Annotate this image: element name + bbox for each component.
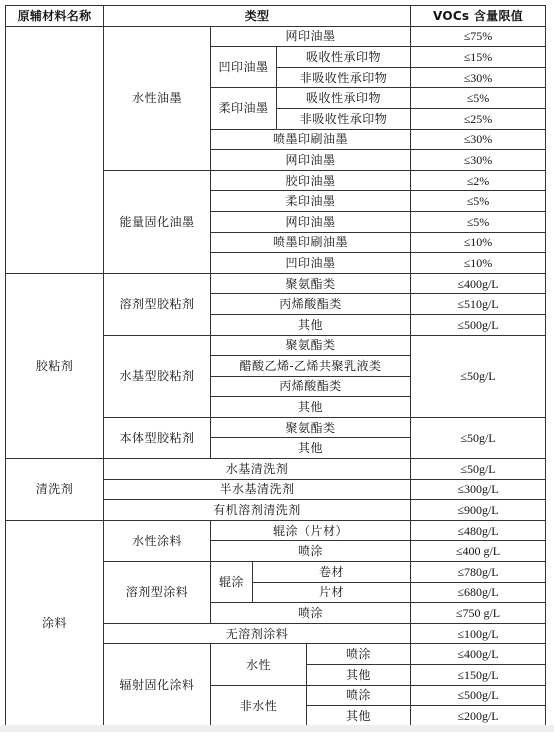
material-cleaner: 清洗剂 (6, 459, 104, 521)
type-cell: 非吸收性承印物 (277, 108, 411, 129)
type-cell: 辊涂（片材） (211, 520, 411, 541)
limit-cell: ≤50g/L (411, 417, 546, 458)
type-cell: 片材 (253, 582, 411, 603)
type-cell: 辊涂 (211, 562, 253, 603)
table-row (6, 459, 546, 480)
type-cell: 其他 (211, 397, 411, 418)
limit-cell: ≤750 g/L (411, 603, 546, 624)
type-cell: 水性 (211, 644, 307, 685)
limit-cell: ≤75% (411, 26, 546, 47)
type-cell: 水基清洗剂 (104, 459, 411, 480)
subtype-water-coating: 水性涂料 (104, 520, 211, 561)
type-cell: 其他 (307, 706, 411, 727)
type-cell: 吸收性承印物 (277, 47, 411, 68)
header-material: 原辅材料名称 (6, 6, 104, 27)
type-cell: 丙烯酸酯类 (211, 376, 411, 397)
limit-cell: ≤900g/L (411, 500, 546, 521)
type-cell: 非水性 (211, 685, 307, 726)
header-type: 类型 (104, 6, 411, 27)
limit-cell: ≤30% (411, 129, 546, 150)
limit-cell: ≤15% (411, 47, 546, 68)
header-limit: VOCs 含量限值 (411, 6, 546, 27)
type-cell: 聚氨酯类 (211, 335, 411, 356)
type-cell: 凹印油墨 (211, 47, 277, 88)
type-cell: 网印油墨 (211, 26, 411, 47)
type-cell: 柔印油墨 (211, 88, 277, 129)
table-header (6, 6, 546, 27)
limit-cell: ≤500g/L (411, 314, 546, 335)
material-ink (6, 26, 104, 273)
material-coating: 涂料 (6, 520, 104, 726)
limit-cell: ≤510g/L (411, 294, 546, 315)
limit-cell: ≤5% (411, 191, 546, 212)
limit-cell: ≤780g/L (411, 562, 546, 583)
type-cell: 无溶剂涂料 (104, 623, 411, 644)
type-cell: 非吸收性承印物 (277, 67, 411, 88)
type-cell: 醋酸乙烯-乙烯共聚乳液类 (211, 356, 411, 377)
limit-cell: ≤30% (411, 150, 546, 171)
type-cell: 胶印油墨 (211, 170, 411, 191)
limit-cell: ≤480g/L (411, 520, 546, 541)
type-cell: 网印油墨 (211, 211, 411, 232)
limit-cell: ≤300g/L (411, 479, 546, 500)
type-cell: 凹印油墨 (211, 253, 411, 274)
bottom-strip (0, 725, 554, 732)
limit-cell: ≤400g/L (411, 273, 546, 294)
type-cell: 柔印油墨 (211, 191, 411, 212)
limit-cell: ≤680g/L (411, 582, 546, 603)
limit-cell: ≤200g/L (411, 706, 546, 727)
type-cell: 喷涂 (307, 685, 411, 706)
limit-cell: ≤5% (411, 88, 546, 109)
voc-limits-table (5, 5, 546, 727)
material-adhesive: 胶粘剂 (6, 273, 104, 458)
limit-cell: ≤10% (411, 253, 546, 274)
subtype-bulk-adhesive: 本体型胶粘剂 (104, 417, 211, 458)
type-cell: 喷涂 (211, 603, 411, 624)
type-cell: 卷材 (253, 562, 411, 583)
type-cell: 有机溶剂清洗剂 (104, 500, 411, 521)
subtype-solvent-coating: 溶剂型涂料 (104, 562, 211, 624)
subtype-radiation-coating: 辐射固化涂料 (104, 644, 211, 726)
limit-cell: ≤30% (411, 67, 546, 88)
type-cell: 其他 (211, 314, 411, 335)
type-cell: 丙烯酸酯类 (211, 294, 411, 315)
type-cell: 喷涂 (211, 541, 411, 562)
subtype-water-adhesive: 水基型胶粘剂 (104, 335, 211, 417)
limit-cell: ≤10% (411, 232, 546, 253)
limit-cell: ≤100g/L (411, 623, 546, 644)
limit-cell: ≤50g/L (411, 459, 546, 480)
type-cell: 聚氨酯类 (211, 273, 411, 294)
limit-cell: ≤25% (411, 108, 546, 129)
type-cell: 聚氨酯类 (211, 417, 411, 438)
limit-cell: ≤5% (411, 211, 546, 232)
limit-cell: ≤50g/L (411, 335, 546, 417)
subtype-solvent-adhesive: 溶剂型胶粘剂 (104, 273, 211, 335)
type-cell: 吸收性承印物 (277, 88, 411, 109)
type-cell: 半水基清洗剂 (104, 479, 411, 500)
type-cell: 喷墨印刷油墨 (211, 232, 411, 253)
type-cell: 喷墨印刷油墨 (211, 129, 411, 150)
type-cell: 网印油墨 (211, 150, 411, 171)
table-row (6, 273, 546, 294)
type-cell: 其他 (307, 665, 411, 686)
limit-cell: ≤2% (411, 170, 546, 191)
type-cell: 喷涂 (307, 644, 411, 665)
table-row (6, 26, 546, 47)
table-row (6, 520, 546, 541)
limit-cell: ≤500g/L (411, 685, 546, 706)
subtype-waterborne-ink: 水性油墨 (104, 26, 211, 170)
subtype-energy-cured-ink: 能量固化油墨 (104, 170, 211, 273)
type-cell: 其他 (211, 438, 411, 459)
limit-cell: ≤400g/L (411, 644, 546, 665)
limit-cell: ≤400 g/L (411, 541, 546, 562)
limit-cell: ≤150g/L (411, 665, 546, 686)
